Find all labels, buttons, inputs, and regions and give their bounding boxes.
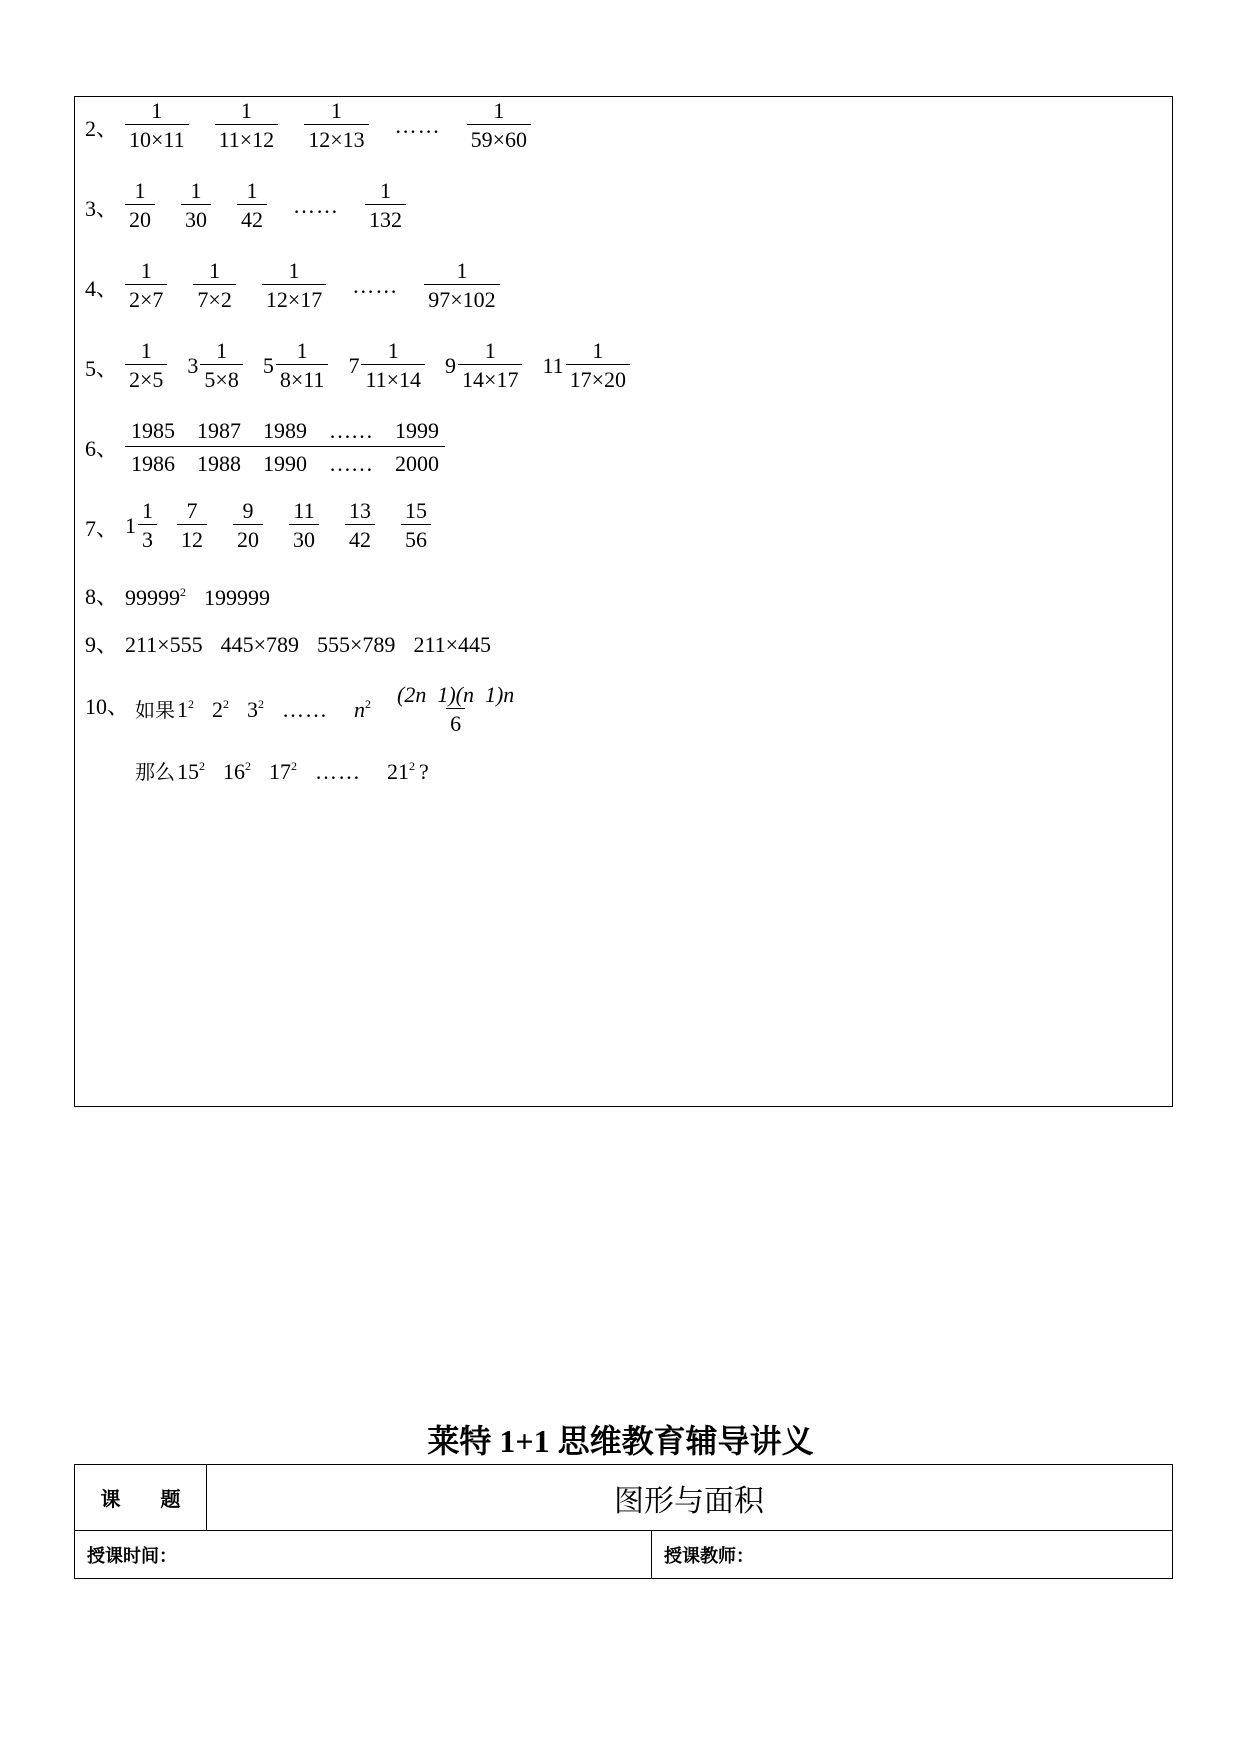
problem-number: 5、 [85,356,119,381]
question-text: 那么 [135,759,175,784]
handout-title: 莱特 1+1 思维教育辅导讲义 [427,1423,814,1459]
fraction: $\frac{1}{59\times 60}$ [467,100,531,151]
term: 555×789 [317,632,396,657]
mixed-number: 11 $\frac{1}{17\times 20}$ [542,340,630,391]
power-term: $21^2$ [387,759,415,784]
fraction: $\frac{1}{11\times 12}$ [215,100,279,151]
mixed-number: 7 $\frac{1}{11\times 14}$ [348,340,425,391]
topic-label-cell [75,1465,221,1530]
fraction: $\frac{1}{42}$ [237,180,267,231]
problem-number: 3、 [85,196,119,221]
fraction: $\frac{1}{10\times 11}$ [125,100,189,151]
question-mark: ? [419,758,429,784]
term: 211×445 [413,632,492,657]
problem-number: 8、 [85,584,119,609]
ellipsis: …… [282,696,328,722]
problem-number: 7、 [85,516,119,541]
condition-text: 如果 [135,697,175,722]
power-term: $16^2$ [223,759,251,784]
sum-formula: $\frac{(2n 1)(n 1)n}{6}$ [397,682,515,736]
fraction: $\frac{1}{2\times 7}$ [125,260,167,311]
problem-number: 4、 [85,276,119,301]
fraction: $\frac{1}{7\times 2}$ [193,260,235,311]
teacher-field[interactable]: 授课教师： [664,1546,754,1567]
fraction: $\frac{13}{42}$ [345,500,375,551]
problem-number: 6、 [85,436,119,461]
term: 199999 [204,584,270,610]
power-term: $1^2$ [177,697,194,722]
fraction: $\frac{1}{132}$ [365,180,406,231]
fraction: $\frac{15}{56}$ [401,500,431,551]
mixed-number: 9 $\frac{1}{14\times 17}$ [445,340,522,391]
fraction: $\frac{11}{30}$ [289,500,319,551]
mixed-number: 1 $\frac{1}{3}$ [125,500,157,551]
ellipsis: …… [293,192,339,218]
power-term: $17^2$ [269,759,297,784]
lesson-info-table [74,1464,1173,1579]
mixed-number: 3 $\frac{1}{5\times 8}$ [187,340,242,391]
sum-ratio-fraction: 1985 1987 1989 …… 1999 1986 1988 1990 …… 2000 [125,420,445,479]
power-term: $15^2$ [177,759,205,784]
power-term: $3^2$ [247,697,264,722]
fraction: $\frac{7}{12}$ [177,500,207,551]
power-term: 99999$^2$ [125,585,186,610]
fraction: $\frac{1}{12\times 17}$ [262,260,326,311]
ellipsis: …… [394,112,441,138]
mixed-number: 5 $\frac{1}{8\times 11}$ [263,340,329,391]
lesson-time-field[interactable]: 授课时间： [75,1531,652,1579]
fraction: $\frac{9}{20}$ [233,500,263,551]
fraction: $\frac{1}{20}$ [125,180,155,231]
topic-value: 图形与面积 [614,1483,764,1519]
term: 445×789 [220,632,300,657]
ellipsis: …… [315,758,361,784]
problem-number: 10、 [85,694,130,719]
fraction: $\frac{1}{12\times 13}$ [304,100,368,151]
term: 211×555 [125,632,203,657]
power-term: $n^2$ [354,697,371,722]
topic-label: 课题 [100,1487,221,1511]
fraction: $\frac{1}{2\times 5}$ [125,340,167,391]
problem-number: 2、 [85,116,119,141]
fraction: $\frac{1}{30}$ [181,180,211,231]
problem-number: 9、 [85,632,119,657]
fraction: $\frac{1}{97\times 102}$ [424,260,499,311]
ellipsis: …… [352,272,399,298]
power-term: $2^2$ [212,697,229,722]
